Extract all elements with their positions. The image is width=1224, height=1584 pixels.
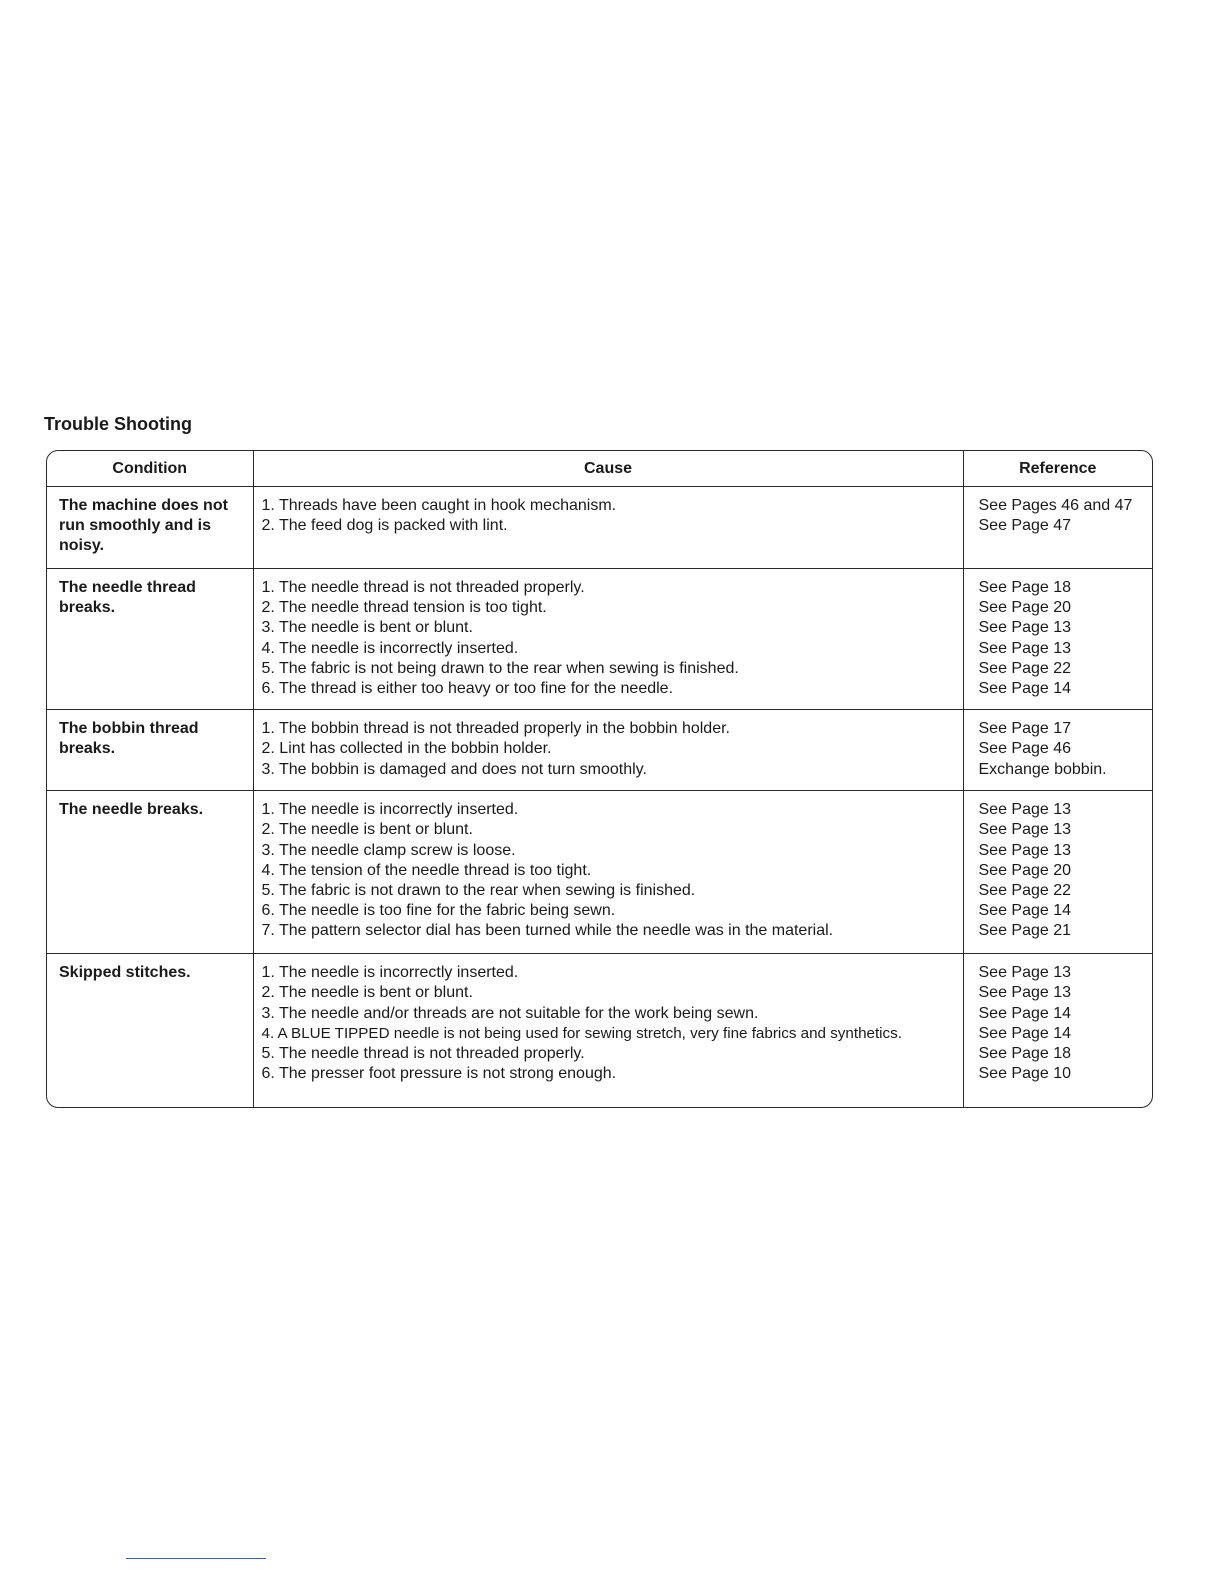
cause-item: 1. The needle thread is not threaded properly. <box>261 579 585 596</box>
cause-item: 4. The tension of the needle thread is too tight. <box>261 861 592 879</box>
reference-item: See Page 14 <box>978 902 1072 920</box>
cause-item: 1. The needle is incorrectly inserted. <box>261 801 519 819</box>
cause-item: 3. The needle clamp screw is loose. <box>261 841 516 859</box>
condition-line: The machine does not <box>59 497 228 514</box>
condition-cell <box>47 569 253 710</box>
reference-item: See Page 20 <box>978 599 1072 617</box>
reference-item: See Page 22 <box>978 882 1072 900</box>
reference-cell <box>963 487 1152 569</box>
reference-item: Exchange bobbin. <box>978 760 1107 778</box>
table-row <box>47 710 1152 791</box>
reference-item: See Page 13 <box>978 841 1072 859</box>
reference-item: See Page 14 <box>978 1004 1072 1022</box>
cause-item: 2. The needle thread tension is too tight. <box>261 599 547 617</box>
cause-cell <box>253 791 963 954</box>
reference-item: See Page 10 <box>978 1065 1072 1083</box>
table-row <box>47 569 1152 710</box>
cause-item: 5. The needle thread is not threaded properly. <box>261 1045 585 1063</box>
reference-item: See Pages 46 and 47 <box>978 497 1133 514</box>
reference-item: See Page 18 <box>978 1045 1072 1063</box>
reference-item: See Page 18 <box>978 579 1072 596</box>
cause-cell <box>253 954 963 1108</box>
reference-item: See Page 46 <box>978 740 1072 758</box>
condition-line: Skipped stitches. <box>59 964 191 982</box>
condition-line: noisy. <box>59 537 105 555</box>
condition-line: The needle thread <box>59 579 196 596</box>
reference-item: See Page 17 <box>978 720 1072 738</box>
cause-item: 4. The needle is incorrectly inserted. <box>261 639 519 657</box>
reference-item: See Page 13 <box>978 639 1072 657</box>
table-row <box>47 487 1152 569</box>
reference-item: See Page 21 <box>978 922 1072 940</box>
cause-item: 1. The bobbin thread is not threaded properly in the bobbin holder. <box>261 720 730 738</box>
troubleshooting-table <box>46 450 1153 1108</box>
reference-item: See Page 13 <box>978 964 1072 982</box>
reference-item: See Page 13 <box>978 984 1072 1002</box>
header-reference: Reference <box>963 451 1152 487</box>
cause-item: 3. The needle is bent or blunt. <box>261 619 473 637</box>
footer-rule <box>126 1558 266 1559</box>
cause-item: 5. The fabric is not being drawn to the rear when sewing is finished. <box>261 659 739 677</box>
reference-item: See Page 47 <box>978 517 1072 535</box>
header-condition: Condition <box>47 451 253 487</box>
cause-item: 4. A BLUE TIPPED needle is not being used for sewing stretch, very fine fabrics and synthetics. <box>261 1024 902 1042</box>
reference-cell <box>963 791 1152 954</box>
reference-cell <box>963 710 1152 791</box>
cause-item: 2. The feed dog is packed with lint. <box>261 517 508 535</box>
reference-item: See Page 22 <box>978 659 1072 677</box>
table-row <box>47 954 1152 1108</box>
page-title: Trouble Shooting <box>44 414 192 434</box>
table-row <box>47 791 1152 954</box>
cause-item: 3. The bobbin is damaged and does not turn smoothly. <box>261 760 647 778</box>
cause-cell <box>253 487 963 569</box>
cause-item: 1. The needle is incorrectly inserted. <box>261 964 519 982</box>
condition-line: breaks. <box>59 740 116 758</box>
reference-cell <box>963 569 1152 710</box>
condition-line: The bobbin thread <box>59 720 199 738</box>
condition-line: breaks. <box>59 599 116 617</box>
reference-item: See Page 13 <box>978 801 1072 819</box>
condition-line: run smoothly and is <box>59 517 212 535</box>
condition-cell <box>47 791 253 954</box>
cause-item: 6. The presser foot pressure is not strong enough. <box>261 1065 617 1083</box>
cause-cell <box>253 569 963 710</box>
reference-item: See Page 13 <box>978 619 1072 637</box>
cause-item: 6. The thread is either too heavy or too fine for the needle. <box>261 680 674 698</box>
cause-item: 2. The needle is bent or blunt. <box>261 821 473 839</box>
cause-item: 7. The pattern selector dial has been turned while the needle was in the material. <box>261 922 834 940</box>
header-cause: Cause <box>253 451 963 487</box>
reference-item: See Page 13 <box>978 821 1072 839</box>
cause-item: 2. The needle is bent or blunt. <box>261 984 473 1002</box>
reference-item: See Page 20 <box>978 861 1072 879</box>
condition-line: The needle breaks. <box>59 801 204 819</box>
cause-item: 6. The needle is too fine for the fabric being sewn. <box>261 902 616 920</box>
cause-item: 1. Threads have been caught in hook mechanism. <box>261 497 617 514</box>
cause-item: 3. The needle and/or threads are not suitable for the work being sewn. <box>261 1004 759 1022</box>
cause-cell <box>253 710 963 791</box>
condition-cell <box>47 487 253 569</box>
reference-item: See Page 14 <box>978 1024 1072 1042</box>
reference-cell <box>963 954 1152 1108</box>
cause-item: 5. The fabric is not drawn to the rear when sewing is finished. <box>261 882 696 900</box>
condition-cell <box>47 710 253 791</box>
condition-cell <box>47 954 253 1108</box>
cause-item: 2. Lint has collected in the bobbin holder. <box>261 740 552 758</box>
reference-item: See Page 14 <box>978 680 1072 698</box>
